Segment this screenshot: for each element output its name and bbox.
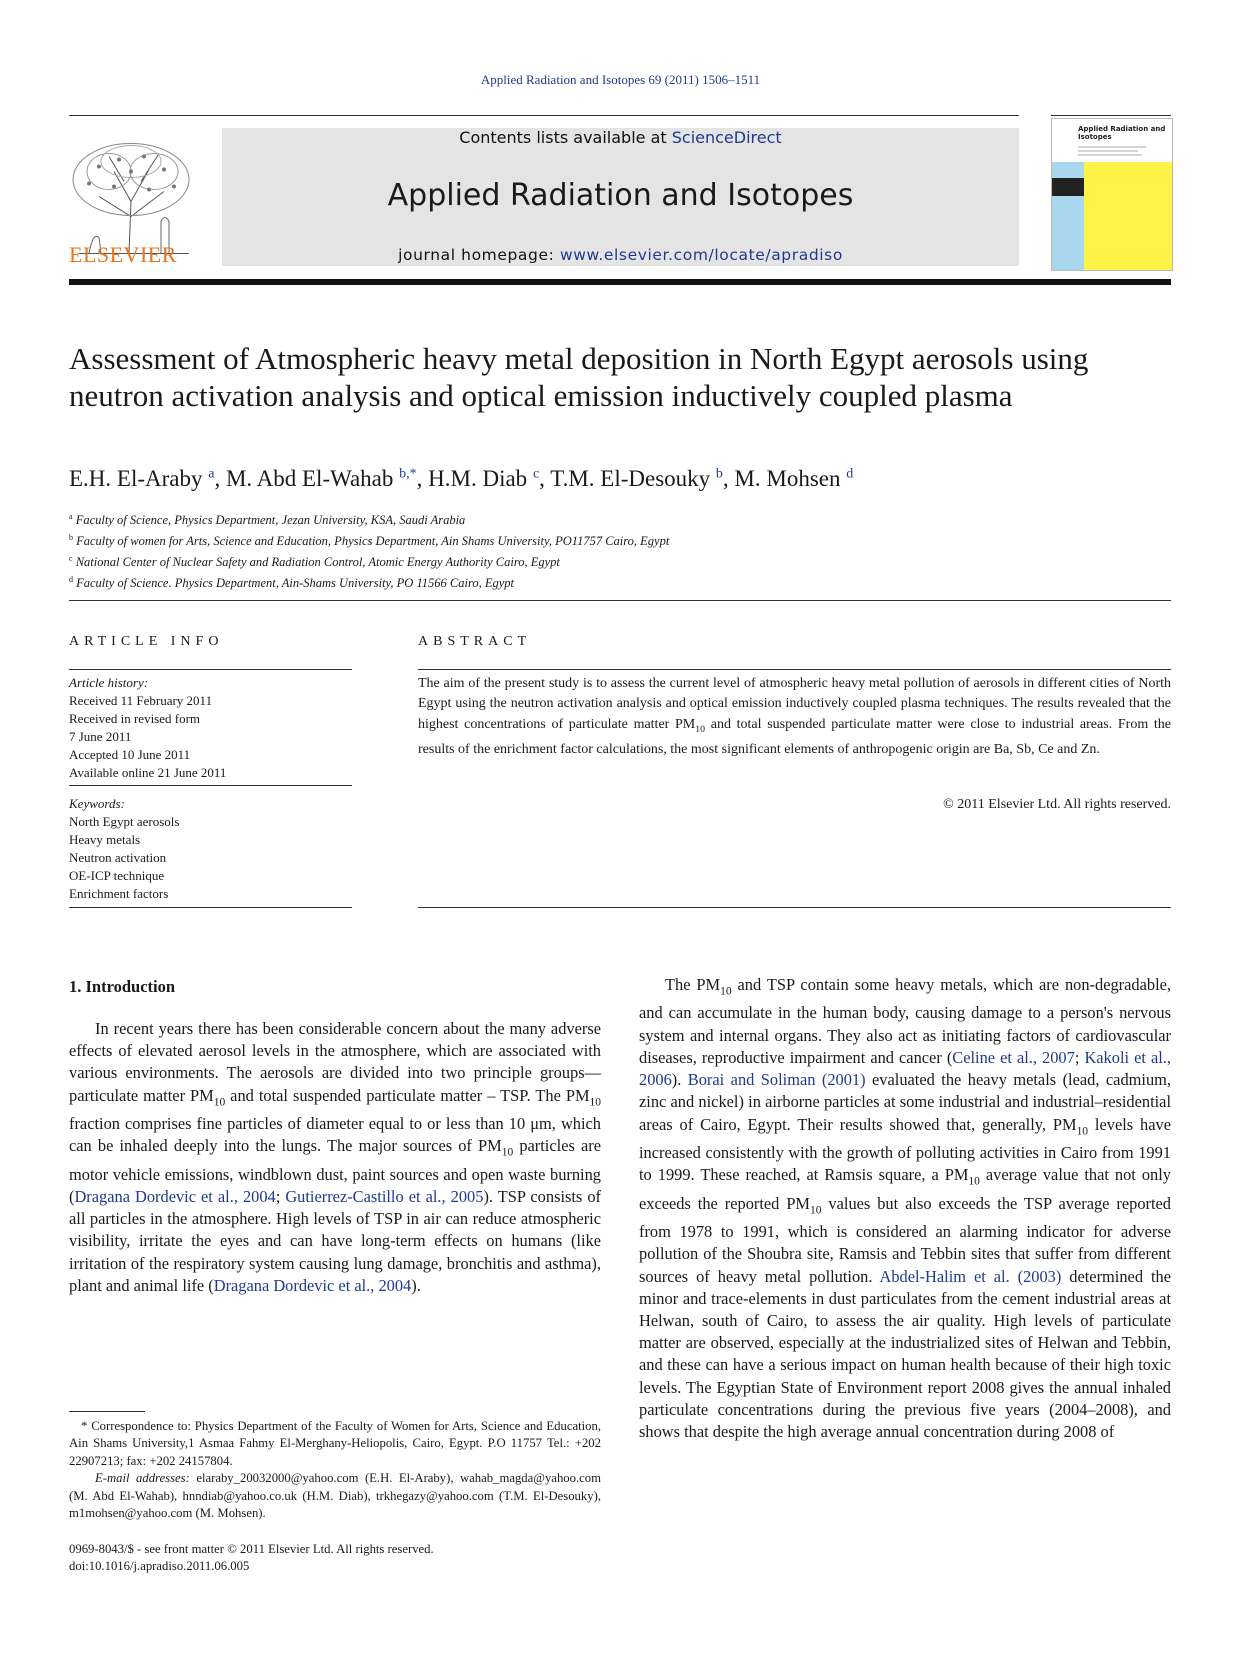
abstract-rule bbox=[418, 907, 1171, 908]
keyword: OE-ICP technique bbox=[69, 868, 165, 883]
article-info-rule bbox=[69, 785, 352, 786]
intro-right-column bbox=[639, 974, 1171, 1443]
homepage-link[interactable]: www.elsevier.com/locate/apradiso bbox=[559, 246, 843, 264]
intro-left-column bbox=[69, 1018, 601, 1297]
author-affil-marker[interactable]: b,* bbox=[399, 466, 417, 482]
cover-title: Applied Radiation and Isotopes bbox=[1078, 125, 1166, 141]
author-affil-marker[interactable]: b bbox=[715, 466, 723, 482]
affiliations bbox=[69, 508, 1171, 593]
article-info-rule bbox=[69, 669, 352, 670]
keyword: Neutron activation bbox=[69, 850, 167, 865]
keyword: Enrichment factors bbox=[69, 886, 169, 901]
paragraph: The $PM_{10}$ and TSP contain some heavy metals, which are non-degradable, and can accumulate in the human body, causing damage to a person's nervous system and internal organs. They also act as initiating factors of cardiovascular diseases, reproductive impairment and cancer (Celine et al., 2007; Kakoli et al., 2006). Borai and Soliman (2001) evaluated the heavy metals (lead, cadmium, zinc and nickel) in airborne particles at some industrial and industrial–residential areas of Cairo, Egypt. Their results showed that, generally, $PM_{10}$ levels have increased consistently with the growth of polluting activities in Cairo from 1991 to 1999. These reached, at Ramsis square, a $PM_{10}$ average value that not only exceeds the reported $PM_{10}$ values but also exceeds the TSP average reported from 1978 to 1991, which is considered an alarming indicator for adverse pollution of the Shoubra site, Ramsis and Tebbin sites that suffer from different sources of heavy metal pollution. Abdel-Halim et al. (2003) determined the minor and trace-elements in dust particulates from the cement industrial areas at Helwan, south of Cairo, to assess the air quality. High levels of particulate matter are observed, especially at the industrialized sites of Helwan and Tebbin, and these can have a serious impact on human health because of their high toxic levels. The Egyptian State of Environment report 2008 gives the annual inhaled particulate concentrations during the previous five years (2004–2008), and shows that despite the high average annual concentration during 2008 of bbox=[639, 975, 1172, 1441]
affiliation: $^b$ Faculty of women for Arts, Science and Education, Physics Department, Ain Shams University, PO11757 Cairo, Egypt bbox=[69, 533, 670, 549]
author-affil-marker[interactable]: a bbox=[208, 466, 215, 482]
affiliation: $^c$ National Center of Nuclear Safety and Radiation Control, Atomic Energy Authority Cairo, Egypt bbox=[69, 554, 560, 570]
abstract-rule bbox=[418, 669, 1171, 670]
citation-link[interactable]: Celine et al., 2007 bbox=[952, 1047, 1075, 1067]
citation-link[interactable]: Abdel-Halim et al. (2003) bbox=[879, 1266, 1062, 1286]
history-label: Article history: bbox=[69, 675, 149, 690]
section-rule bbox=[69, 600, 1171, 601]
journal-citation[interactable]: Applied Radiation and Isotopes 69 (2011) 1506–1511 bbox=[480, 72, 761, 87]
author[interactable]: M. Mohsen bbox=[734, 466, 841, 491]
citation-link[interactable]: Dragana Dordevic et al., 2004 bbox=[213, 1275, 412, 1295]
history-item: Accepted 10 June 2011 bbox=[69, 747, 191, 762]
author[interactable]: T.M. El-Desouky bbox=[550, 466, 711, 491]
author[interactable]: H.M. Diab bbox=[428, 466, 528, 491]
paragraph: In recent years there has been considerable concern about the many adverse effects of elevated aerosol levels in the atmosphere, which are associated with various environments. The aerosols are divided into two principle groups— particulate matter $PM_{10}$ and total suspended particulate matter – TSP. The $PM_{10}$ fraction comprises fine particles of diameter equal to or less than 10 μm, which can be inhaled deeply into the lungs. The major sources of $PM_{10}$ particles are motor vehicle emissions, windblown dust, paint sources and open waste burning (Dragana Dordevic et al., 2004; Gutierrez-Castillo et al., 2005). TSP consists of all particles in the atmosphere. High levels of TSP in air can reduce atmospheric visibility, irritate the eyes and can have long-term effects on humans (like irritation of the respiratory system causing lung damage, bronchitis and asthma), plant and animal life (Dragana Dordevic et al., 2004). bbox=[69, 1019, 602, 1295]
article-info-rule bbox=[69, 907, 352, 908]
intro-heading: 1. Introduction bbox=[69, 977, 176, 996]
author-affil-marker[interactable]: d bbox=[846, 466, 854, 482]
history-item: Available online 21 June 2011 bbox=[69, 765, 227, 780]
history-item: Received in revised form bbox=[69, 711, 201, 726]
footnote-rule bbox=[69, 1411, 145, 1412]
correspondence-note: * Correspondence to: Physics Department of the Faculty of Women for Arts, Science and Education, Ain Shams University,1 Asmaa Fahmy El-Merghany-Heliopolis, Cairo, Egypt. P.O 11757 Tel.: +202 22907213; fax: +202 24157804. bbox=[69, 1419, 601, 1468]
citation-link[interactable]: Kakoli et al., 2006 bbox=[639, 1047, 1171, 1090]
journal-homepage: journal homepage: www.elsevier.com/locate/apradiso bbox=[398, 246, 843, 264]
author-affil-marker[interactable]: c bbox=[532, 466, 540, 482]
abstract-text: The aim of the present study is to assess the current level of atmospheric heavy metal pollution of aerosols in different cities of North Egypt using the neutron activation analysis and optical emission inductively coupled plasma techniques. The results revealed that the highest concentrations of particulate matter $PM_{10}$ and total suspended particulate matter were close to industrial areas. From the results of the enrichment factor calculations, the most significant elements of anthropogenic origin are Ba, Sb, Ce and Zn. bbox=[418, 676, 1171, 757]
sciencedirect-link[interactable]: ScienceDirect bbox=[671, 128, 782, 147]
history-item: 7 June 2011 bbox=[69, 729, 132, 744]
affiliation: $^a$ Faculty of Science, Physics Department, Jezan University, KSA, Saudi Arabia bbox=[69, 512, 466, 528]
abstract-heading: ABSTRACT bbox=[418, 634, 532, 649]
citation-link[interactable]: Dragana Dordevic et al., 2004 bbox=[74, 1186, 276, 1206]
footnote bbox=[69, 1418, 601, 1522]
author-list: E.H. El-Araby $^a$, M. Abd El-Wahab $^{b,*}$, H.M. Diab $^c$, T.M. El-Desouky $^b$, M. Mohsen $^d$ bbox=[69, 466, 854, 491]
keywords bbox=[69, 795, 352, 903]
header-rule-cover bbox=[1051, 115, 1171, 116]
header-thick-rule bbox=[69, 279, 1171, 285]
contents-line: Contents lists available at ScienceDirect bbox=[459, 128, 782, 147]
keyword: Heavy metals bbox=[69, 832, 141, 847]
email-note: E-mail addresses: elaraby_20032000@yahoo.com (E.H. El-Araby), wahab_magda@yahoo.com (M. Abd El-Wahab), hnndiab@yahoo.co.uk (H.M. Diab), trkhegazy@yahoo.com (T.M. El-Desouky), m1mohsen@yahoo.com (M. Mohsen). bbox=[69, 1471, 601, 1521]
keyword: North Egypt aerosols bbox=[69, 814, 180, 829]
doi[interactable]: doi:10.1016/j.apradiso.2011.06.005 bbox=[69, 1559, 250, 1574]
article-history bbox=[69, 674, 352, 782]
elsevier-wordmark: ELSEVIER bbox=[69, 242, 177, 267]
keywords-label: Keywords: bbox=[69, 796, 125, 811]
affiliation: $^d$ Faculty of Science. Physics Department, Ain-Shams University, PO 11566 Cairo, Egypt bbox=[69, 575, 515, 591]
journal-name: Applied Radiation and Isotopes bbox=[387, 178, 854, 213]
author[interactable]: E.H. El-Araby bbox=[69, 466, 203, 491]
cover-text-lines-icon bbox=[1078, 145, 1148, 159]
header-rule bbox=[69, 115, 1019, 116]
journal-cover-thumbnail[interactable] bbox=[1051, 118, 1173, 271]
abstract-copyright: © 2011 Elsevier Ltd. All rights reserved. bbox=[943, 797, 1171, 812]
article-info-heading: ARTICLE INFO bbox=[69, 634, 224, 649]
citation-link[interactable]: Gutierrez-Castillo et al., 2005 bbox=[285, 1186, 484, 1206]
article-title: Assessment of Atmospheric heavy metal deposition in North Egypt aerosols using neutron activation analysis and optical emission inductively coupled plasma bbox=[69, 341, 1089, 413]
citation-link[interactable]: Borai and Soliman (2001) bbox=[687, 1070, 866, 1090]
front-matter-line: 0969-8043/$ - see front matter © 2011 Elsevier Ltd. All rights reserved. bbox=[69, 1542, 434, 1556]
author[interactable]: M. Abd El-Wahab bbox=[225, 466, 394, 491]
front-matter bbox=[69, 1541, 601, 1576]
history-item: Received 11 February 2011 bbox=[69, 693, 213, 708]
